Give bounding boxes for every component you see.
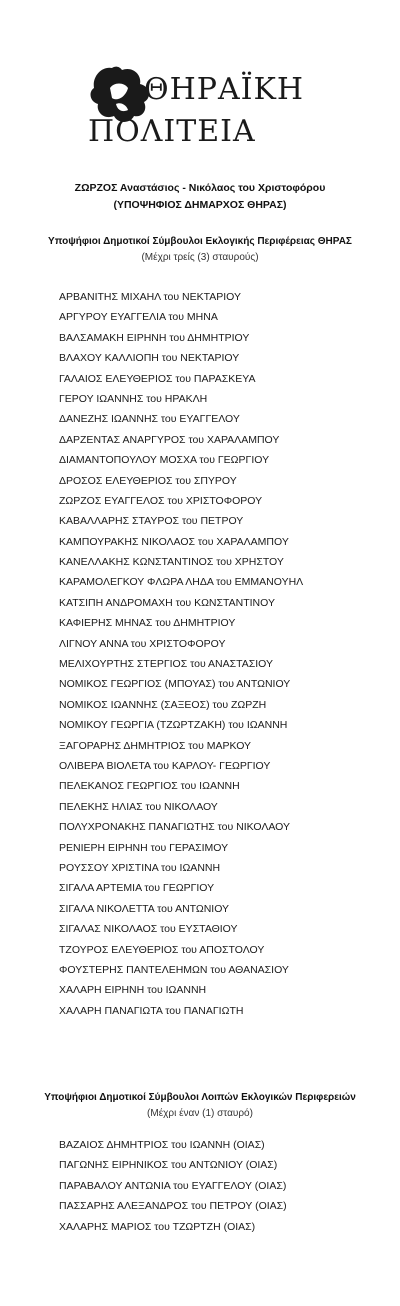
candidate-item: ΝΟΜΙΚΟΣ ΓΕΩΡΓΙΟΣ (ΜΠΟΥΑΣ) του ΑΝΤΩΝΙΟΥ [59,678,291,691]
candidate-item: ΜΕΛΙΧΟΥΡΤΗΣ ΣΤΕΡΓΙΟΣ του ΑΝΑΣΤΑΣΙΟΥ [59,658,273,671]
thira-candidates-list [59,287,303,1021]
candidate-item: ΝΟΜΙΚΟΥ ΓΕΩΡΓΙΑ (ΤΖΩΡΤΖΑΚΗ) του ΙΩΑΝΝΗ [59,719,288,732]
candidate-item: ΟΛΙΒΕΡΑ ΒΙΟΛΕΤΑ του ΚΑΡΛΟΥ- ΓΕΩΡΓΙΟΥ [59,759,271,772]
candidate-item: ΑΡΓΥΡΟΥ ΕΥΑΓΓΕΛΙΑ του ΜΗΝΑ [59,311,218,324]
candidate-item: ΔΑΝΕΖΗΣ ΙΩΑΝΝΗΣ του ΕΥΑΓΓΕΛΟΥ [59,413,240,426]
candidate-item: ΣΙΓΑΛΑ ΑΡΤΕΜΙΑ του ΓΕΩΡΓΙΟΥ [59,882,215,895]
candidate-item: ΓΑΛΑΙΟΣ ΕΛΕΥΘΕΡΙΟΣ του ΠΑΡΑΣΚΕΥΑ [59,372,256,385]
mayor-candidate-role: (ΥΠΟΨΗΦΙΟΣ ΔΗΜΑΡΧΟΣ ΘΗΡΑΣ) [113,199,287,211]
candidate-item: ΠΑΣΣΑΡΗΣ ΑΛΕΞΑΝΔΡΟΣ του ΠΕΤΡΟΥ (ΟΙΑΣ) [59,1200,287,1213]
candidate-item: ΠΟΛΥΧΡΟΝΑΚΗΣ ΠΑΝΑΓΙΩΤΗΣ του ΝΙΚΟΛΑΟΥ [59,821,290,834]
other-candidates-list [59,1135,287,1237]
candidate-item: ΔΡΟΣΟΣ ΕΛΕΥΘΕΡΙΟΣ του ΣΠΥΡΟΥ [59,474,237,487]
logo-text-line2: ΠΟΛΙΤΕΙΑ [88,114,256,149]
candidate-item: ΔΙΑΜΑΝΤΟΠΟΥΛΟΥ ΜΟΣΧΑ του ΓΕΩΡΓΙΟΥ [59,454,270,467]
candidate-item: ΔΑΡΖΕΝΤΑΣ ΑΝΑΡΓΥΡΟΣ του ΧΑΡΑΛΑΜΠΟΥ [59,433,280,446]
candidate-item: ΚΑΤΣΙΠΗ ΑΝΔΡΟΜΑΧΗ του ΚΩΝΣΤΑΝΤΙΝΟΥ [59,596,275,609]
candidate-item: ΚΑΡΑΜΟΛΕΓΚΟΥ ΦΛΩΡΑ ΛΗΔΑ του ΕΜΜΑΝΟΥΗΛ [59,576,304,589]
candidate-item: ΖΩΡΖΟΣ ΕΥΑΓΓΕΛΟΣ του ΧΡΙΣΤΟΦΟΡΟΥ [59,494,263,507]
candidate-item: ΣΙΓΑΛΑ ΝΙΚΟΛΕΤΤΑ του ΑΝΤΩΝΙΟΥ [59,902,230,915]
mayor-candidate-name: ΖΩΡΖΟΣ Αναστάσιος - Νικόλαος του Χριστοφόρου [74,182,326,194]
candidate-item: ΚΑΜΠΟΥΡΑΚΗΣ ΝΙΚΟΛΑΟΣ του ΧΑΡΑΛΑΜΠΟΥ [59,535,289,548]
candidate-item: ΠΑΡΑΒΑΛΟΥ ΑΝΤΩΝΙΑ του ΕΥΑΓΓΕΛΟΥ (ΟΙΑΣ) [59,1179,287,1192]
candidate-item: ΛΙΓΝΟΥ ΑΝΝΑ του ΧΡΙΣΤΟΦΟΡΟΥ [59,637,226,650]
section-other-title: Υποψήφιοι Δημοτικοί Σύμβουλοι Λοιπών Εκλογικών Περιφερειών [44,1092,356,1103]
candidate-item: ΧΑΛΑΡΗ ΕΙΡΗΝΗ του ΙΩΑΝΝΗ [59,984,207,997]
candidate-item: ΑΡΒΑΝΙΤΗΣ ΜΙΧΑΗΛ του ΝΕΚΤΑΡΙΟΥ [59,291,242,303]
candidate-item: ΓΕΡΟΥ ΙΩΑΝΝΗΣ του ΗΡΑΚΛΗ [59,392,208,405]
candidate-item: ΦΟΥΣΤΕΡΗΣ ΠΑΝΤΕΛΕΗΜΩΝ του ΑΘΑΝΑΣΙΟΥ [59,963,289,976]
candidate-item: ΠΕΛΕΚΑΝΟΣ ΓΕΩΡΓΙΟΣ του ΙΩΑΝΝΗ [59,780,240,793]
candidate-item: ΝΟΜΙΚΟΣ ΙΩΑΝΝΗΣ (ΣΑΞΕΟΣ) του ΖΩΡΖΗ [59,698,267,711]
candidate-item: ΠΑΓΩΝΗΣ ΕΙΡΗΝΙΚΟΣ του ΑΝΤΩΝΙΟΥ (ΟΙΑΣ) [59,1159,278,1172]
candidate-item: ΧΑΛΑΡΗ ΠΑΝΑΓΙΩΤΑ του ΠΑΝΑΓΙΩΤΗ [59,1004,244,1017]
candidate-item: ΒΛΑΧΟΥ ΚΑΛΛΙΟΠΗ του ΝΕΚΤΑΡΙΟΥ [59,352,240,365]
candidate-item: ΒΑΖΑΙΟΣ ΔΗΜΗΤΡΙΟΣ του ΙΩΑΝΝΗ (ΟΙΑΣ) [59,1139,265,1151]
section-thira-title: Υποψήφιοι Δημοτικοί Σύμβουλοι Εκλογικής Περιφέρειας ΘΗΡΑΣ [48,236,352,247]
candidate-item: ΞΑΓΟΡΑΡΗΣ ΔΗΜΗΤΡΙΟΣ του ΜΑΡΚΟΥ [59,739,252,752]
candidate-item: ΚΑΒΑΛΛΑΡΗΣ ΣΤΑΥΡΟΣ του ΠΕΤΡΟΥ [59,515,244,528]
candidate-item: ΡΕΝΙΕΡΗ ΕΙΡΗΝΗ του ΓΕΡΑΣΙΜΟΥ [59,841,229,854]
candidate-item: ΠΕΛΕΚΗΣ ΗΛΙΑΣ του ΝΙΚΟΛΑΟΥ [59,800,218,813]
candidate-item: ΡΟΥΣΣΟΥ ΧΡΙΣΤΙΝΑ του ΙΩΑΝΝΗ [59,861,221,874]
party-logo [0,58,400,158]
candidate-item: ΚΑΦΙΕΡΗΣ ΜΗΝΑΣ του ΔΗΜΗΤΡΙΟΥ [59,617,236,630]
candidate-item: ΧΑΛΑΡΗΣ ΜΑΡΙΟΣ του ΤΖΩΡΤΖΗ (ΟΙΑΣ) [59,1220,256,1233]
logo-text-line1: ΘΗΡΑΪΚΗ [144,72,305,107]
candidate-item: ΚΑΝΕΛΛΑΚΗΣ ΚΩΝΣΤΑΝΤΙΝΟΣ του ΧΡΗΣΤΟΥ [59,556,284,569]
candidate-item: ΤΖΟΥΡΟΣ ΕΛΕΥΘΕΡΙΟΣ του ΑΠΟΣΤΟΛΟΥ [59,943,265,956]
candidate-item: ΣΙΓΑΛΑΣ ΝΙΚΟΛΑΟΣ του ΕΥΣΤΑΘΙΟΥ [59,923,238,936]
section-thira-note: (Μέχρι τρείς (3) σταυρούς) [141,252,259,263]
section-other-note: (Μέχρι έναν (1) σταυρό) [147,1108,253,1119]
candidate-item: ΒΑΛΣΑΜΑΚΗ ΕΙΡΗΝΗ του ΔΗΜΗΤΡΙΟΥ [59,331,250,344]
